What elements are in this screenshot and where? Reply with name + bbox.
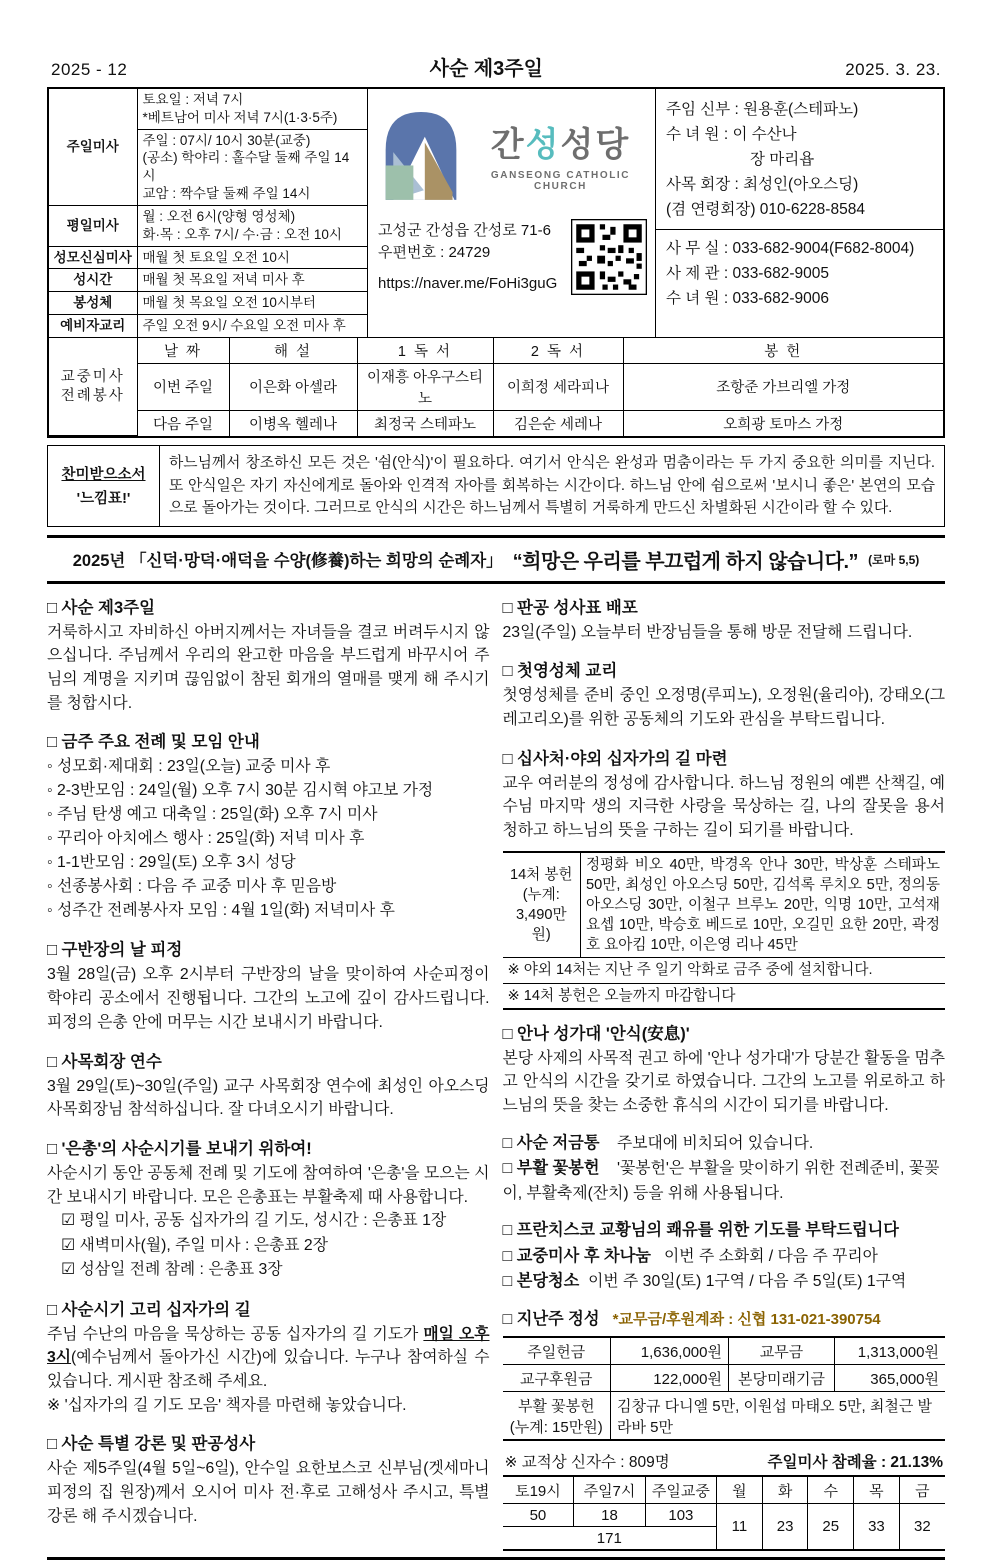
schedule-cell: 매월 첫 목요일 오전 10시부터: [137, 292, 367, 315]
logo-char: 성당: [560, 125, 631, 164]
schedule-label: 주일미사: [49, 89, 137, 205]
schedule-line: 월 : 오전 6시(양형 영성체): [142, 208, 296, 224]
section-body: 본당 사제의 사목적 권고 하에 '안나 성가대'가 당분간 활동을 멈추고 안식의 시간을 갖기로 하였습니다. 그간의 노고를 위로하고 하느님의 뜻을 찾는 소중한 휴식의 시간이 되기를 바랍니다.: [502, 1049, 945, 1115]
section-title: □ 금주 주요 전례 및 모임 안내: [47, 733, 260, 752]
issue-number: 2025 - 12: [51, 60, 128, 79]
schedule-line: *베트남어 미사 저녁 7시(1·3·5주): [142, 109, 338, 125]
att-value: 25: [808, 1504, 854, 1551]
body-text: 주님 수난의 마음을 묵상하는 공동 십자가의 길 기도가: [47, 1325, 424, 1343]
section-body: 3월 28일(금) 오후 2시부터 구반장의 날을 맞이하여 사순피정이 학야리 공소에서 진행됩니다. 그간의 노고에 깊이 감사드립니다. 피정의 은총 안에 머무는 시간 보내시기 바랍니다.: [47, 966, 490, 1031]
stations-note: ※ 야외 14처는 지난 주 일기 악화로 금주 중에 설치합니다.: [503, 958, 946, 983]
right-column: [503, 594, 946, 1551]
laudato-si-box: [47, 445, 945, 526]
att-value: 32: [899, 1504, 945, 1551]
cell-date: 이번 주일: [137, 363, 229, 410]
schedule-label: 예비자교리: [49, 314, 137, 336]
section-body: 교우 여러분의 정성에 감사합니다. 하느님 정원의 예쁜 산책길, 예수님 마지막 생의 지극한 사랑을 묵상하는 길, 나의 잘못을 용서 청하고 하느님의 뜻을 구하는 길이 되기를 바랍니다.: [502, 774, 945, 840]
convent-phone: 수 녀 원 : 033-682-9006: [666, 289, 829, 307]
offer-label: 교무금: [729, 1337, 835, 1365]
schedule-cell: 주일 오전 9시/ 수요일 오전 미사 후: [137, 314, 367, 336]
registered-count: ※ 교적상 신자수 : 809명: [504, 1454, 670, 1472]
att-header: 주일7시: [574, 1476, 645, 1504]
label-line: (누계: 15만원): [509, 1418, 603, 1436]
schedule-line: 화·목 : 오후 7시/ 수·금 : 오전 10시: [142, 226, 342, 242]
att-sunday-total: 171: [503, 1527, 717, 1551]
section-stations-prayer: [47, 1296, 490, 1418]
church-logo-wordmark: [474, 117, 647, 166]
logo-char: 간: [490, 125, 526, 164]
liturgy-label: [49, 337, 137, 436]
schedule-label: 봉성체: [49, 292, 137, 315]
cell-commentator: 이은화 아셀라: [229, 363, 357, 410]
col-header-reading2: 2 독 서: [493, 337, 623, 363]
section-title: □ 지난주 정성: [502, 1309, 600, 1328]
att-header: 목: [854, 1476, 900, 1504]
section-title: □ 구반장의 날 피정: [47, 941, 183, 960]
label-line: 3,490만원): [515, 907, 567, 944]
section-title: □ 교중미사 후 차나눔: [502, 1246, 651, 1265]
church-logo-icon: [378, 106, 464, 202]
section-body: 거룩하시고 자비하신 아버지께서는 자녀들을 결코 버려두시지 않으십니다. 주님께서 우리의 완고한 마음을 부드럽게 바꾸시어 주님의 계명을 지키며 끊임없이 참된 회개의 열매를 맺게 해 주시기를 청합시다.: [47, 623, 490, 712]
schedule-cell: 매월 첫 목요일 저녁 미사 후: [137, 269, 367, 292]
offer-value: 365,000원: [835, 1365, 946, 1392]
col-header-commentator: 해 설: [229, 337, 357, 363]
church-identity: [367, 89, 655, 337]
year-motto-banner: [47, 535, 945, 584]
section-lent-piggybank: [503, 1131, 946, 1156]
schedule-line: 교암 : 짝수달 둘째 주일 14시: [142, 186, 311, 202]
section-body: 23일(주일) 오늘부터 반장님들을 통해 방문 전달해 드립니다.: [502, 623, 913, 641]
section-title: □ 십사처·야외 십자가의 길 마련: [502, 749, 728, 768]
table-row: [503, 1504, 946, 1527]
cell-commentator: 이병옥 헬레나: [229, 410, 357, 436]
section-title: □ 사순 저금통: [502, 1133, 600, 1152]
page-title: 사순 제3주일: [429, 58, 543, 80]
cell-reading1: 이재흥 아우구스티노: [357, 363, 493, 410]
att-value: 103: [645, 1504, 716, 1527]
offer-label: 교구후원금: [503, 1365, 611, 1392]
motto-left: 2025년 「신덕·망덕·애덕을 수양(修養)하는 희망의 순례자」: [72, 552, 503, 571]
section-outdoor-stations: [503, 745, 946, 843]
att-value: 23: [762, 1504, 808, 1551]
cell-date: 다음 주일: [137, 410, 229, 436]
issue-date: 2025. 3. 23.: [845, 60, 941, 79]
donation-account: *교무금/후원계좌 : 신협 131-021-390754: [612, 1310, 881, 1328]
list-item: ◦ 주님 탄생 예고 대축일 : 25일(화) 오후 7시 미사: [47, 806, 378, 824]
mass-schedule-table: [49, 89, 367, 337]
schedule-label: 성모신심미사: [49, 246, 137, 269]
schedule-cell: 매월 첫 토요일 오전 10시: [137, 246, 367, 269]
att-value: 11: [717, 1504, 763, 1551]
section-pope-prayer: [503, 1218, 946, 1243]
check-item: ☑ 성삼일 전례 참례 : 은총표 3장: [61, 1261, 283, 1279]
label-line: (누계:: [522, 887, 560, 904]
table-row: [503, 1365, 946, 1392]
cell-reading1: 최정국 스테파노: [357, 410, 493, 436]
offer-value: 김창규 다니엘 5만, 이원섭 마태오 5만, 최철근 발라바 5만: [611, 1392, 946, 1441]
cell-reading2: 김은순 세레나: [493, 410, 623, 436]
laudato-si-label: [48, 446, 160, 525]
section-note: ※ '십자가의 길 기도 모음' 책자를 마련해 놓았습니다.: [47, 1396, 407, 1414]
att-header: 월: [717, 1476, 763, 1504]
sister-line: 수 녀 원 : 이 수산나: [666, 126, 797, 144]
att-header: 화: [762, 1476, 808, 1504]
section-title: □ 사순시기 고리 십자가의 길: [47, 1300, 251, 1319]
laudato-si-title: 찬미받으소서: [61, 467, 146, 484]
section-title: □ 첫영성체 교리: [502, 662, 618, 681]
list-item: ◦ 선종봉사회 : 다음 주 교중 미사 후 믿음방: [47, 878, 337, 896]
contacts-panel: [655, 89, 943, 337]
liturgy-ministers-table: [49, 337, 943, 437]
col-header-date: 날 짜: [137, 337, 229, 363]
qr-code: [571, 219, 647, 295]
section-body: 주보대에 비치되어 있습니다.: [617, 1134, 814, 1152]
section-lent-3rd-sunday: [47, 594, 490, 716]
schedule-cell: [137, 129, 367, 205]
laudato-si-subtitle: '느낌표!': [76, 491, 131, 508]
motto-reference: (로마 5,5): [868, 552, 920, 567]
col-header-offering: 봉 헌: [623, 337, 943, 363]
check-item: ☑ 새벽미사(월), 주일 미사 : 은총표 2장: [61, 1236, 328, 1254]
left-column: [47, 594, 490, 1551]
section-body: 이번 주 소화회 / 다음 주 꾸리아: [664, 1247, 878, 1265]
section-tea-sharing: [503, 1244, 946, 1269]
table-row: [49, 410, 943, 436]
section-title: □ 안나 성가대 '안식(安息)': [502, 1024, 690, 1043]
section-body: 첫영성체를 준비 중인 오정명(루피노), 오정원(율리아), 강태오(그레고리오)를 위한 공동체의 기도와 관심을 부탁드립니다.: [502, 687, 945, 729]
table-row: [503, 1392, 946, 1441]
map-link[interactable]: https://naver.me/FoHi3guG: [378, 274, 558, 292]
section-title: □ '은총'의 사순시기를 보내기 위하여!: [47, 1139, 312, 1158]
motto-quote: “희망은 우리를 부끄럽게 하지 않습니다.”: [512, 550, 859, 573]
offer-label: 주일헌금: [503, 1337, 611, 1365]
att-value: 18: [574, 1504, 645, 1527]
church-address: [378, 220, 563, 296]
schedule-line: 토요일 : 저녁 7시: [142, 92, 244, 107]
section-body: 사순 제5주일(4월 5일~6일), 안수일 요한보스코 신부님(겟세마니 피정의 집 원장)께서 오시어 미사 전·후로 고해성사 주시고, 특별강론 해 주시겠습니다.: [47, 1460, 490, 1525]
section-title: □ 프란치스코 교황님의 쾌유를 위한 기도를 부탁드립니다: [502, 1221, 899, 1240]
stations-offering-list: 정평화 비오 40만, 박경옥 안나 30만, 박상훈 스테파노 50만, 최성인 아오스딩 50만, 김석록 루치오 5만, 정의동 아오스딩 30만, 이철구 브루노 20만, 익명 10만, 고석재 요셉 10만, 박승호 베드로 10만, 오길민 요한 20만, 곽정호 요아킴 10만, 이은영 리나 45만: [586, 856, 940, 954]
liturgy-label-line: 전례봉사: [60, 387, 125, 404]
logo-char-teal: 성: [525, 125, 561, 164]
address-line: 고성군 간성읍 간성로 71-6: [378, 221, 551, 239]
laudato-si-text: 하느님께서 창조하신 모든 것은 '쉼(안식)'이 필요하다. 여기서 안식은 완성과 멈춤이라는 두 가지 중요한 의미를 지닌다. 또 안식일은 자기 자신에게로 돌아와 인격적 자아를 회복하는 시간이다. 하느님 안에 쉼으로써 '보시니 좋은' 본연의 모습으로 돌아가는 것이다. 그러므로 안식의 시간은 하느님께서 특별히 거룩하게 만드신 차별화된 시간이라 할 수 있다.: [169, 455, 935, 517]
rectory-phone: 사 제 관 : 033-682-9005: [666, 264, 829, 282]
section-title: □ 사순 특별 강론 및 판공성사: [47, 1435, 256, 1454]
check-item: ☑ 평일 미사, 공동 십자가의 길 기도, 성시간 : 은총표 1장: [61, 1212, 447, 1230]
list-item: ◦ 성모회·제대회 : 23일(오늘) 교중 미사 후: [47, 758, 331, 776]
schedule-cell: [137, 205, 367, 246]
schedule-line: 주일 : 07시/ 10시 30분(교중): [142, 132, 311, 148]
council-phone-line: (겸 연령회장) 010-6228-8584: [666, 201, 865, 219]
body-text: (예수님께서 돌아가신 시간)에 있습니다. 누구나 참여하실 수 있습니다. 게시판 참조해 주세요.: [47, 1349, 490, 1391]
pastor-line: 주임 신부 : 원용훈(스테파노): [666, 101, 859, 118]
stats-line: [505, 1450, 944, 1472]
section-title: □ 본당청소: [502, 1272, 580, 1291]
att-value: 33: [854, 1504, 900, 1551]
masthead: [47, 52, 945, 87]
offer-value: 122,000원: [611, 1365, 729, 1392]
parish-info-box: [47, 87, 945, 438]
att-header: 주일교중: [645, 1476, 716, 1504]
att-value: 50: [503, 1504, 574, 1527]
offer-label: [503, 1392, 611, 1441]
section-council-training: [47, 1048, 490, 1122]
stations-offering-label: [503, 852, 581, 958]
att-header: 금: [899, 1476, 945, 1504]
section-easter-flowers: [503, 1156, 946, 1206]
col-header-reading1: 1 독 서: [357, 337, 493, 363]
section-title: □ 판공 성사표 배포: [502, 598, 638, 617]
list-item: ◦ 꾸리아 아치에스 행사 : 25일(화) 저녁 미사 후: [47, 830, 365, 848]
section-confession-card: [503, 594, 946, 645]
table-row: [503, 1476, 946, 1504]
section-last-week-offering: [503, 1307, 946, 1332]
att-header: 토19시: [503, 1476, 574, 1504]
section-anna-choir: [503, 1020, 946, 1118]
list-item: ◦ 2-3반모임 : 24일(월) 오후 7시 30분 김시혁 야고보 가정: [47, 782, 434, 800]
cell-reading2: 이희정 세라피나: [493, 363, 623, 410]
list-item: ◦ 1-1반모임 : 29일(토) 오후 3시 성당: [47, 854, 296, 872]
section-weekly-schedule: [47, 728, 490, 923]
offer-label: 본당미래기금: [729, 1365, 835, 1392]
offer-value: 1,313,000원: [835, 1337, 946, 1365]
schedule-line: (공소) 학야리 : 홀수달 둘째 주일 14시: [142, 150, 350, 184]
stations-offering-table: [503, 851, 946, 1010]
list-item: ◦ 성주간 전례봉사자 모임 : 4월 1일(화) 저녁미사 후: [47, 902, 395, 920]
schedule-cell: [137, 89, 367, 129]
church-logo-subtitle: GANSEONG CATHOLIC CHURCH: [490, 169, 631, 192]
section-title: □ 부활 꽃봉헌: [502, 1159, 600, 1178]
section-title: □ 사순 제3주일: [47, 598, 156, 617]
cell-offering: 오희광 토마스 가정: [623, 410, 943, 436]
cell-offering: 조항준 가브리엘 가정: [623, 363, 943, 410]
liturgy-label-line: 교중미사: [60, 368, 125, 385]
offering-amounts-table: [503, 1336, 946, 1441]
section-body: 3월 29일(토)~30일(주일) 교구 사목회장 연수에 최성인 아오스딩 사목회장님 참석하십니다. 잘 다녀오시기 바랍니다.: [47, 1077, 490, 1119]
schedule-label: 평일미사: [49, 205, 137, 246]
table-row: [49, 363, 943, 410]
section-body: 이번 주 30일(토) 1구역 / 다음 주 5일(토) 1구역: [588, 1273, 907, 1291]
body-emphasis: 매일 오후 3시: [47, 1325, 490, 1367]
office-phone: 사 무 실 : 033-682-9004(F682-8004): [666, 239, 915, 257]
sister-line2: 장 마리욥: [750, 151, 815, 169]
section-body: '꽃봉헌'은 부활을 맞이하기 위한 전례준비, 꽃꽂이, 부활축제(잔치) 등을 위해 사용됩니다.: [502, 1160, 940, 1202]
label-line: 14처 봉헌: [509, 866, 573, 883]
label-line: 부활 꽃봉헌: [517, 1397, 595, 1415]
section-body: 사순시기 동안 공동체 전례 및 기도에 참여하여 '은총'을 모으는 시간 보내시기 바랍니다. 모은 은총표는 부활축제 때 사용합니다.: [47, 1164, 490, 1206]
section-church-cleaning: [503, 1269, 946, 1294]
council-president-line: 사목 회장 : 최성인(아오스딩): [666, 176, 859, 194]
att-header: 수: [808, 1476, 854, 1504]
section-leaders-retreat: [47, 936, 490, 1034]
section-title: □ 사목회장 연수: [47, 1052, 162, 1071]
section-body: [47, 1323, 490, 1394]
schedule-label: 성시간: [49, 269, 137, 292]
section-grace-lent: [47, 1135, 490, 1283]
postal-code: 우편번호 : 24729: [378, 244, 491, 261]
section-first-communion: [503, 657, 946, 731]
stations-note: ※ 14처 봉헌은 오늘까지 마감합니다: [503, 983, 946, 1009]
attendance-rate: 주일미사 참례율 : 21.13%: [767, 1454, 943, 1472]
attendance-table: [503, 1475, 946, 1551]
table-row: [503, 1337, 946, 1365]
offer-value: 1,636,000원: [611, 1337, 729, 1365]
section-special-sermon: [47, 1430, 490, 1528]
